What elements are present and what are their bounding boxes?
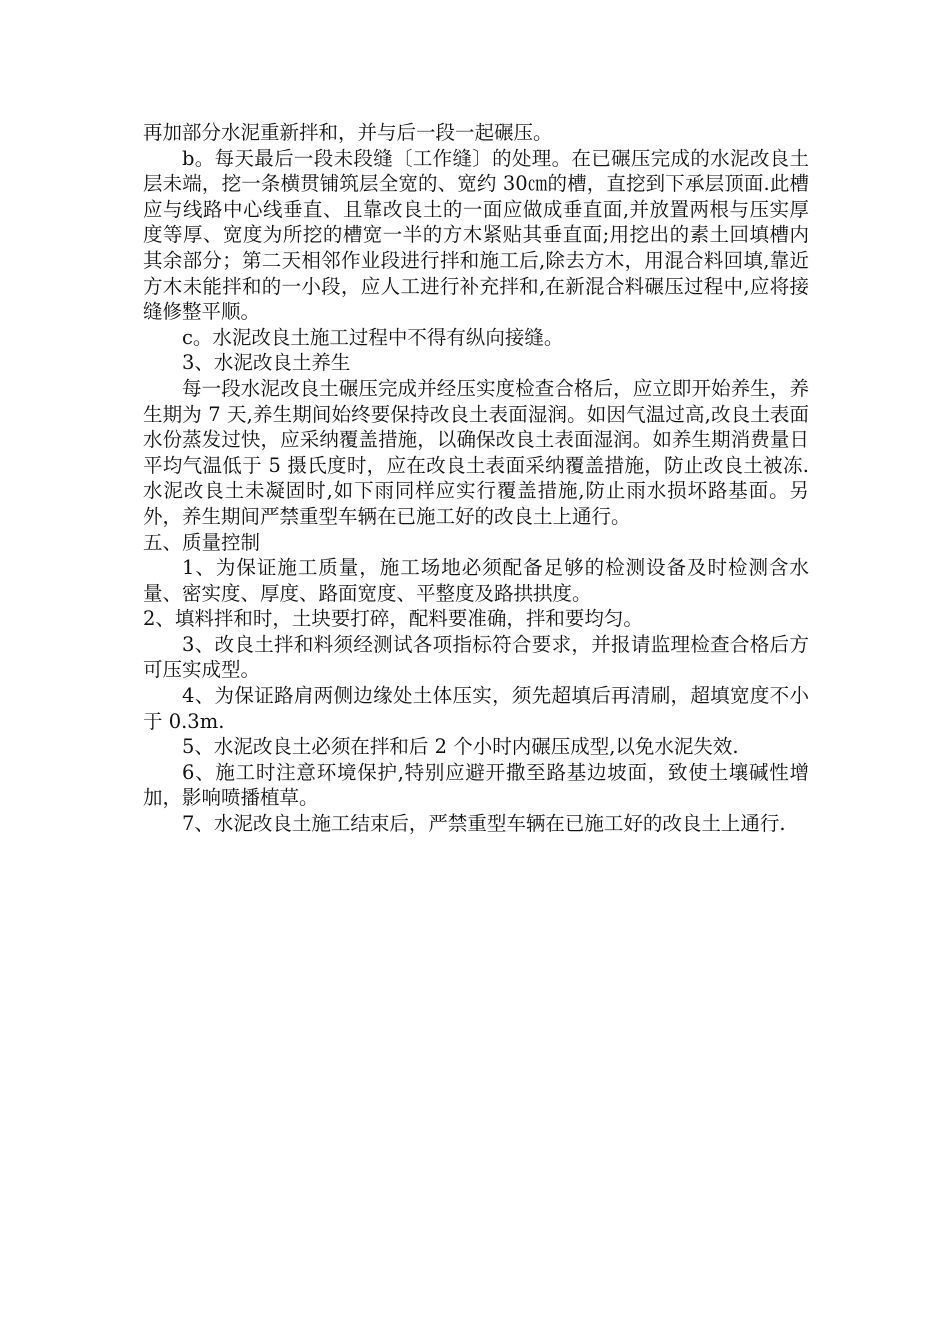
list-item-7: 7、水泥改良土施工结束后，严禁重型车辆在已施工好的改良土上通行. xyxy=(182,812,786,836)
section-heading-quality-control: 五、质量控制 xyxy=(143,530,261,554)
list-item-6: 6、施工时注意环境保护,特别应避开撒至路基边坡面，致使土壤碱性增加，影响喷播植草。 xyxy=(143,760,809,810)
list-item-5: 5、水泥改良土必须在拌和后 2 个小时内碾压成型,以免水泥失效. xyxy=(182,735,739,759)
subheading-curing: 3、水泥改良土养生 xyxy=(182,351,351,375)
document-body xyxy=(143,120,809,837)
paragraph-item-b: b。每天最后一段未段缝〔工作缝〕的处理。在已碾压完成的水泥改良土层未端，挖一条横贯铺筑层全宽的、宽约 30㎝的槽，直挖到下承层顶面.此槽应与线路中心线垂直、且靠改良土的一面应做成垂直面,并放置两根与压实厚度等厚、宽度为所挖的槽宽一半的方木紧贴其垂直面;用挖出的素土回填槽内其余部分；第二天相邻作业段进行拌和施工后,除去方木，用混合料回填,靠近方木未能拌和的一小段，应人工进行补充拌和,在新混合料碾压过程中,应将接缝修整平顺。 xyxy=(143,146,809,324)
paragraph-curing: 每一段水泥改良土碾压完成并经压实度检查合格后，应立即开始养生，养生期为 7 天,养生期间始终要保持改良土表面湿润。如因气温过高,改良土表面水份蒸发过快，应采纳覆盖措施，以确保改良土表面湿润。如养生期消费量日平均气温低于 5 摄氏度时，应在改良土表面采纳覆盖措施，防止改良土被冻.水泥改良土未凝固时,如下雨同样应实行覆盖措施,防止雨水损坏路基面。另外，养生期间严禁重型车辆在已施工好的改良土上通行。 xyxy=(143,376,809,528)
list-item-1: 1、为保证施工质量，施工场地必须配备足够的检测设备及时检测含水量、密实度、厚度、路面宽度、平整度及路拱拱度。 xyxy=(143,556,809,605)
list-item-3: 3、改良土拌和料须经测试各项指标符合要求，并报请监理检查合格后方可压实成型。 xyxy=(143,632,809,682)
list-item-2: 2、填料拌和时，土块要打碎，配料要准确，拌和要均匀。 xyxy=(143,607,643,631)
paragraph-continuation: 再加部分水泥重新拌和，并与后一段一起碾压。 xyxy=(143,121,553,144)
list-item-4: 4、为保证路肩两侧边缘处土体压实，须先超填后再清刷，超填宽度不小于 0.3m. xyxy=(143,684,809,733)
paragraph-item-c: c。水泥改良土施工过程中不得有纵向接缝。 xyxy=(182,325,564,349)
